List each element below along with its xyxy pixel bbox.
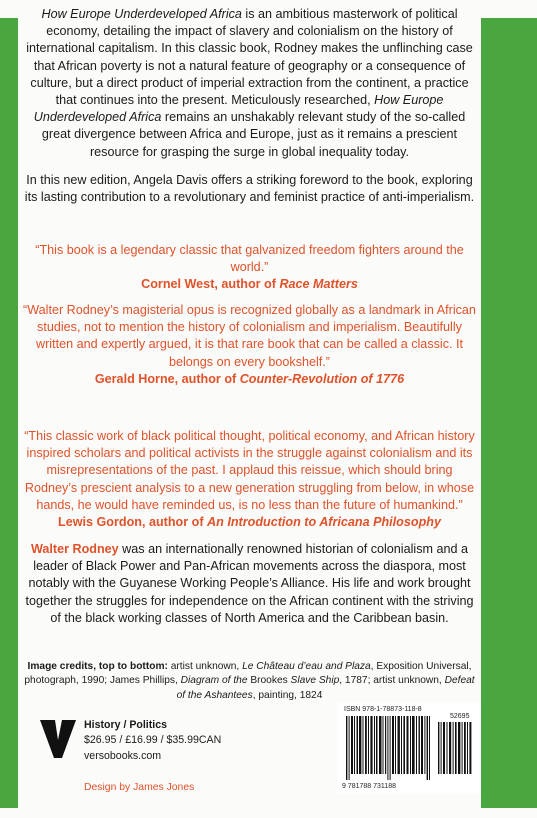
publisher-website: versobooks.com <box>84 749 162 762</box>
quote-attribution: Lewis Gordon, author of An Introduction to Africana Philosophy <box>58 515 441 530</box>
isbn-digits: 9 781788 731188 <box>342 783 396 790</box>
left-green-stripe <box>0 18 18 808</box>
quote-text: “This book is a legendary classic that galvanized freedom fighters around the world.” <box>35 243 464 275</box>
image-credits: Image credits, top to bottom: artist unknown, Le Château d’eau and Plaza, Exposition Universal, photograph, 1990; James Phillips, Diagram of the Brookes Slave Ship, 1787; artist unknown, Defeat of the Ashantees, painting, 1824 <box>24 661 475 701</box>
isbn-barcode <box>338 702 481 794</box>
back-cover <box>18 0 481 818</box>
book-title: How Europe Underdeveloped Africa <box>41 7 242 21</box>
design-credit: Design by James Jones <box>84 782 195 793</box>
author-bio-text: was an internationally renowned historian of colonialism and a leader of Black Power and Pan-African movements across the diaspora, most notably with the Guyanese Working People’s Alliance. His life and work brought together the struggles for independence on the African continent with the striving of the black working classes of North America and the Caribbean basin. <box>25 542 474 625</box>
book-title-2: How Europe Underdeveloped Africa <box>33 93 444 125</box>
quote-cornel-west <box>22 242 477 294</box>
subject-category: History / Politics <box>84 719 168 731</box>
quote-text: “Walter Rodney’s magisterial opus is recognized globally as a landmark in African studies, not to mention the history of colonialism and imperialism. Beautifully written and expertly argued, it is that rare book that can be called a classic. It belongs on every bookshelf.” <box>23 303 476 369</box>
isbn-price-addon: 52695 <box>450 713 470 720</box>
blurb-text-1: is an ambitious masterwork of political economy, detailing the impact of slavery and colonialism on the history of international capitalism. In this classic book, Rodney makes the unflinching case that African poverty is not a natural feature of geography or a consequence of culture, but a direct product of imperial extraction from the continent, a practice that continues into the present. Meticulously researched, <box>26 7 473 108</box>
image-credits-label: Image credits, top to bottom: <box>27 661 168 672</box>
verso-logo-icon <box>40 718 76 758</box>
isbn-number: ISBN 978-1-78873-118-8 <box>344 706 422 713</box>
author-bio <box>22 541 477 627</box>
blurb-text-2: remains an unshakably relevant study of the so-called great divergence between Africa and Europe, just as it remains a prescient resource for grasping the surge in global inequality today. <box>41 110 466 159</box>
quote-text: “This classic work of black political thought, political economy, and African history inspired scholars and political activists in the struggle against colonialism and its misrepresentations of the past. I applaud this reissue, which should bring Rodney’s prescient analysis to a new generation struggling from below, in whose hands, he would have reminded us, is no less than the future of humankind.” <box>24 429 475 512</box>
foreword-note: In this new edition, Angela Davis offers a striking foreword to the book, exploring its lasting contribution to a revolutionary and feminist practice of anti-imperialism. <box>24 173 475 205</box>
publisher-info <box>84 718 221 764</box>
book-blurb <box>22 6 477 161</box>
quote-attribution: Gerald Horne, author of Counter-Revolution of 1776 <box>94 371 405 386</box>
quote-lewis-gordon <box>22 428 477 531</box>
price: $26.95 / £16.99 / $35.99CAN <box>84 734 222 747</box>
quote-attribution: Cornel West, author of Race Matters <box>141 277 358 292</box>
right-green-stripe <box>481 18 537 808</box>
author-name: Walter Rodney <box>30 542 119 556</box>
quote-gerald-horne <box>22 302 477 388</box>
